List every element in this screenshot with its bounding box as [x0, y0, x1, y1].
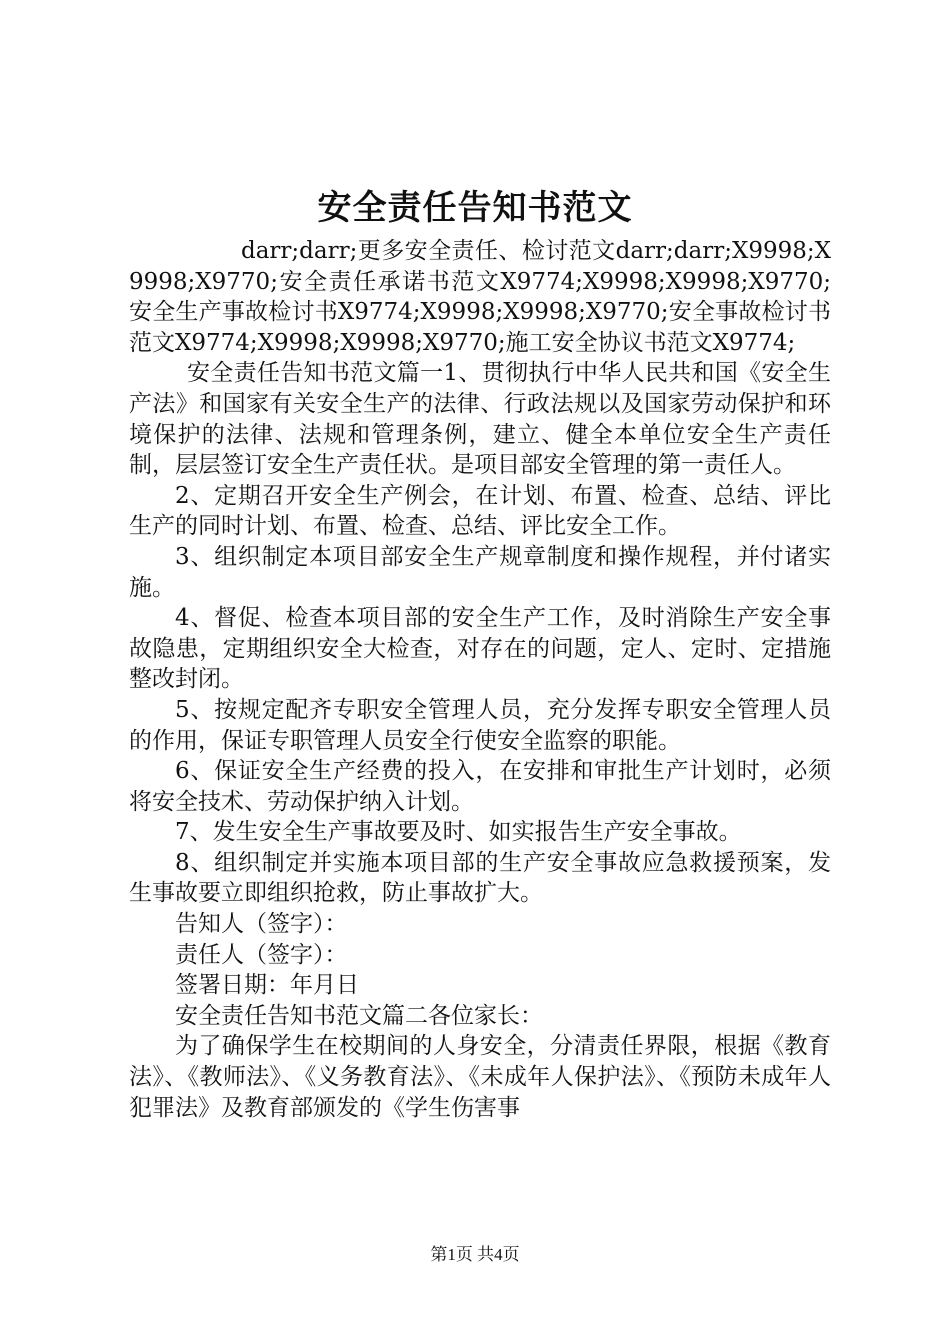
page-footer: 第1页 共4页	[430, 1245, 520, 1264]
related-links-line[interactable]: darr;darr;更多安全责任、检讨范文darr;darr;X9998;X9998;X9770;安全责任承诺书范文X9774;X9998;X9998;X9770;安全生产事故检讨书X9774;X9998;X9998;X9770;安全事故检讨书范文X9774;X9998;X9998;X9770;施工安全协议书范文X9774;	[129, 238, 831, 356]
document-title: 安全责任告知书范文	[317, 188, 633, 228]
signing-date-line: 签署日期：年月日	[175, 972, 359, 999]
paragraph-7: 7、发生安全生产事故要及时、如实报告生产安全事故。	[175, 819, 742, 846]
paragraph-6: 6、保证安全生产经费的投入，在安排和审批生产计划时，必须将安全技术、劳动保护纳入计划。	[129, 758, 831, 815]
paragraph-final: 为了确保学生在校期间的人身安全，分清责任界限，根据《教育法》、《教师法》、《义务教育法》、《未成年人保护法》、《预防未成年人犯罪法》及教育部颁发的《学生伤害事	[129, 1033, 831, 1121]
paragraph-5: 5、按规定配齐专职安全管理人员，充分发挥专职安全管理人员的作用，保证专职管理人员安全行使安全监察的职能。	[129, 696, 831, 754]
notifier-signature-line: 告知人（签字）：	[175, 911, 348, 938]
responsible-signature-line: 责任人（签字）：	[175, 941, 348, 968]
paragraph-4: 4、督促、检查本项目部的安全生产工作，及时消除生产安全事故隐患，定期组织安全大检查，对存在的问题，定人、定时、定措施整改封闭。	[129, 605, 831, 693]
paragraph-2: 2、定期召开安全生产例会，在计划、布置、检查、总结、评比生产的同时计划、布置、检查、总结、评比安全工作。	[129, 482, 831, 540]
paragraph-8: 8、组织制定并实施本项目部的生产安全事故应急救援预案，发生事故要立即组织抢救，防止事故扩大。	[129, 849, 831, 907]
paragraph-3: 3、组织制定本项目部安全生产规章制度和操作规程，并付诸实施。	[129, 543, 831, 601]
section-two-heading: 安全责任告知书范文篇二各位家长：	[175, 1002, 543, 1029]
paragraph-1: 安全责任告知书范文篇一1、贯彻执行中华人民共和国《安全生产法》和国家有关安全生产的法律、行政法规以及国家劳动保护和环境保护的法律、法规和管理条例，建立、健全本单位安全生产责任制，层层签订安全生产责任状。是项目部安全管理的第一责任人。	[129, 360, 831, 479]
document-body	[129, 236, 831, 1123]
